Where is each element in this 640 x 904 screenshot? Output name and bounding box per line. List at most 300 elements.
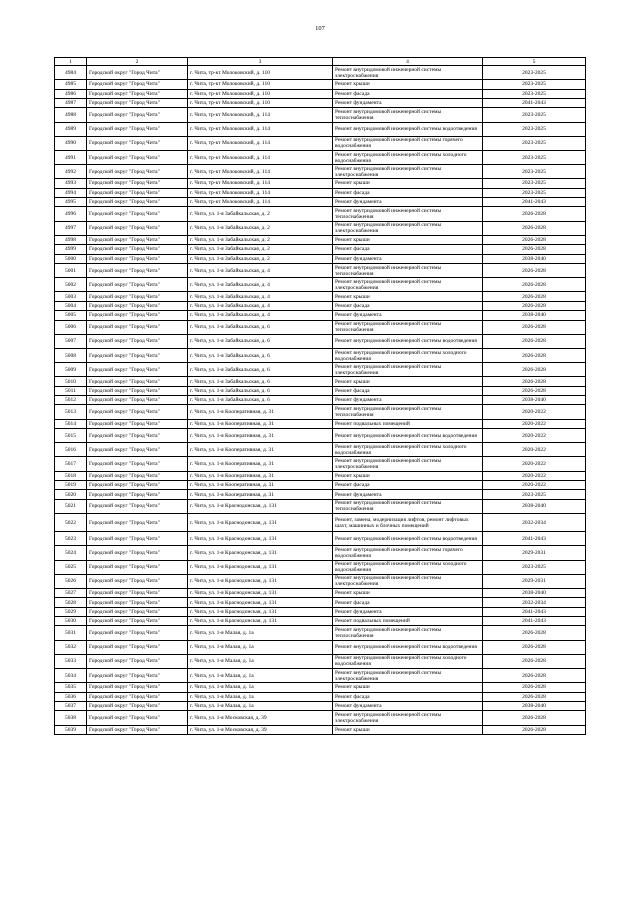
- period-cell: 2026-2028: [483, 377, 586, 386]
- work-type-cell: Ремонт фундамента: [333, 254, 483, 263]
- municipality-cell: Городской округ "Город Чита": [87, 377, 188, 386]
- address-cell: г. Чита, ул. 1-я Забайкальская, д. 4: [188, 278, 333, 292]
- period-cell: 2023-2025: [483, 165, 586, 179]
- municipality-cell: Городской округ "Город Чита": [87, 513, 188, 531]
- period-cell: 2029-2031: [483, 574, 586, 588]
- period-cell: 2026-2028: [483, 725, 586, 734]
- work-type-cell: Ремонт фасада: [333, 188, 483, 197]
- municipality-cell: Городской округ "Город Чита": [87, 711, 188, 725]
- municipality-cell: Городской округ "Город Чита": [87, 198, 188, 207]
- period-cell: 2041-2043: [483, 198, 586, 207]
- column-header-period: 5: [483, 58, 586, 66]
- municipality-cell: Городской округ "Город Чита": [87, 188, 188, 197]
- period-cell: 2032-2034: [483, 513, 586, 531]
- municipality-cell: Городской округ "Город Чита": [87, 429, 188, 443]
- row-number-cell: 5027: [55, 588, 87, 597]
- row-number-cell: 4993: [55, 179, 87, 188]
- row-number-cell: 5011: [55, 386, 87, 395]
- work-type-cell: Ремонт внутридомовой инженерной системы водоотведения: [333, 532, 483, 546]
- table-row: [55, 443, 586, 457]
- period-cell: 2026-2028: [483, 235, 586, 244]
- row-number-cell: 5009: [55, 363, 87, 377]
- municipality-cell: Городской округ "Город Чита": [87, 278, 188, 292]
- work-type-cell: Ремонт фасада: [333, 89, 483, 98]
- column-header-municipality: 2: [87, 58, 188, 66]
- row-number-cell: 5002: [55, 278, 87, 292]
- work-type-cell: Ремонт внутридомовой инженерной системы водоотведения: [333, 122, 483, 136]
- municipality-cell: Городской округ "Город Чита": [87, 574, 188, 588]
- municipality-cell: Городской округ "Город Чита": [87, 481, 188, 490]
- period-cell: 2023-2025: [483, 179, 586, 188]
- work-type-cell: Ремонт внутридомовой инженерной системы водоотведения: [333, 334, 483, 348]
- period-cell: 2026-2028: [483, 640, 586, 654]
- row-number-cell: 5029: [55, 607, 87, 616]
- work-type-cell: Ремонт внутридомовой инженерной системы водоотведения: [333, 429, 483, 443]
- municipality-cell: Городской округ "Город Чита": [87, 396, 188, 405]
- period-cell: 2026-2028: [483, 669, 586, 683]
- work-type-cell: Ремонт крыши: [333, 725, 483, 734]
- table-row: [55, 264, 586, 278]
- period-cell: 2023-2025: [483, 490, 586, 499]
- row-number-cell: 5032: [55, 640, 87, 654]
- period-cell: 2020-2022: [483, 405, 586, 419]
- work-type-cell: Ремонт крыши: [333, 377, 483, 386]
- address-cell: г. Чита, тр-кт Молоковский, д. 110: [188, 66, 333, 80]
- table-row: [55, 320, 586, 334]
- row-number-cell: 4989: [55, 122, 87, 136]
- period-cell: 2026-2028: [483, 711, 586, 725]
- municipality-cell: Городской округ "Город Чита": [87, 588, 188, 597]
- row-number-cell: 5028: [55, 598, 87, 607]
- row-number-cell: 5031: [55, 626, 87, 640]
- period-cell: 2026-2028: [483, 683, 586, 692]
- table-header-row: [55, 58, 586, 66]
- period-cell: 2023-2025: [483, 188, 586, 197]
- row-number-cell: 5022: [55, 513, 87, 531]
- municipality-cell: Городской округ "Город Чита": [87, 150, 188, 164]
- address-cell: г. Чита, тр-кт Молоковский, д. 114: [188, 165, 333, 179]
- address-cell: г. Чита, ул. 1-я Московская, д. 39: [188, 711, 333, 725]
- municipality-cell: Городской округ "Город Чита": [87, 254, 188, 263]
- address-cell: г. Чита, ул. 1-я Краснодонская, д. 131: [188, 617, 333, 626]
- row-number-cell: 4994: [55, 188, 87, 197]
- municipality-cell: Городской округ "Город Чита": [87, 405, 188, 419]
- municipality-cell: Городской округ "Город Чита": [87, 136, 188, 150]
- table-row: [55, 490, 586, 499]
- table-row: [55, 301, 586, 310]
- table-row: [55, 278, 586, 292]
- municipality-cell: Городской округ "Город Чита": [87, 499, 188, 513]
- address-cell: г. Чита, ул. 1-я Забайкальская, д. 2: [188, 221, 333, 235]
- row-number-cell: 5014: [55, 419, 87, 428]
- row-number-cell: 4996: [55, 207, 87, 221]
- municipality-cell: Городской округ "Город Чита": [87, 235, 188, 244]
- municipality-cell: Городской округ "Город Чита": [87, 617, 188, 626]
- address-cell: г. Чита, тр-кт Молоковский, д. 110: [188, 89, 333, 98]
- row-number-cell: 4999: [55, 245, 87, 254]
- period-cell: 2026-2028: [483, 692, 586, 701]
- municipality-cell: Городской округ "Город Чита": [87, 179, 188, 188]
- work-type-cell: Ремонт внутридомовой инженерной системы холодного водоснабжения: [333, 443, 483, 457]
- work-type-cell: Ремонт внутридомовой инженерной системы холодного водоснабжения: [333, 150, 483, 164]
- period-cell: 2023-2025: [483, 80, 586, 89]
- row-number-cell: 5019: [55, 481, 87, 490]
- work-type-cell: Ремонт крыши: [333, 292, 483, 301]
- municipality-cell: Городской округ "Город Чита": [87, 702, 188, 711]
- address-cell: г. Чита, ул. 1-я Забайкальская, д. 2: [188, 235, 333, 244]
- table-row: [55, 188, 586, 197]
- municipality-cell: Городской округ "Город Чита": [87, 334, 188, 348]
- row-number-cell: 5016: [55, 443, 87, 457]
- row-number-cell: 5023: [55, 532, 87, 546]
- address-cell: г. Чита, ул. 1-я Забайкальская, д. 6: [188, 386, 333, 395]
- row-number-cell: 5033: [55, 654, 87, 668]
- row-number-cell: 5007: [55, 334, 87, 348]
- address-cell: г. Чита, ул. 1-я Краснодонская, д. 131: [188, 574, 333, 588]
- municipality-cell: Городской округ "Город Чита": [87, 692, 188, 701]
- address-cell: г. Чита, тр-кт Молоковский, д. 114: [188, 136, 333, 150]
- municipality-cell: Городской округ "Город Чита": [87, 301, 188, 310]
- table-row: [55, 607, 586, 616]
- row-number-cell: 4998: [55, 235, 87, 244]
- work-type-cell: Ремонт крыши: [333, 588, 483, 597]
- work-type-cell: Ремонт внутридомовой инженерной системы холодного водоснабжения: [333, 348, 483, 362]
- row-number-cell: 5035: [55, 683, 87, 692]
- address-cell: г. Чита, ул. 1-я Малая, д. 1а: [188, 669, 333, 683]
- address-cell: г. Чита, ул. 1-я Краснодонская, д. 131: [188, 513, 333, 531]
- municipality-cell: Городской округ "Город Чита": [87, 490, 188, 499]
- row-number-cell: 5036: [55, 692, 87, 701]
- row-number-cell: 4985: [55, 80, 87, 89]
- table-row: [55, 198, 586, 207]
- address-cell: г. Чита, ул. 1-я Забайкальская, д. 4: [188, 311, 333, 320]
- period-cell: 2026-2028: [483, 245, 586, 254]
- table-row: [55, 683, 586, 692]
- period-cell: 2020-2022: [483, 457, 586, 471]
- address-cell: г. Чита, ул. 1-я Малая, д. 1а: [188, 692, 333, 701]
- table-row: [55, 405, 586, 419]
- period-cell: 2032-2034: [483, 598, 586, 607]
- municipality-cell: Городской округ "Город Чита": [87, 320, 188, 334]
- period-cell: 2023-2025: [483, 89, 586, 98]
- table-row: [55, 457, 586, 471]
- work-type-cell: Ремонт внутридомовой инженерной системы электроснабжения: [333, 669, 483, 683]
- address-cell: г. Чита, ул. 1-я Краснодонская, д. 131: [188, 607, 333, 616]
- table-row: [55, 654, 586, 668]
- table-row: [55, 89, 586, 98]
- page-number: 107: [315, 25, 325, 32]
- address-cell: г. Чита, тр-кт Молоковский, д. 114: [188, 188, 333, 197]
- work-type-cell: Ремонт внутридомовой инженерной системы электроснабжения: [333, 165, 483, 179]
- municipality-cell: Городской округ "Город Чита": [87, 546, 188, 560]
- work-type-cell: Ремонт подвальных помещений: [333, 617, 483, 626]
- address-cell: г. Чита, ул. 1-я Забайкальская, д. 6: [188, 334, 333, 348]
- work-type-cell: Ремонт фундамента: [333, 396, 483, 405]
- table-row: [55, 311, 586, 320]
- work-type-cell: Ремонт фундамента: [333, 607, 483, 616]
- municipality-cell: Городской округ "Город Чита": [87, 363, 188, 377]
- address-cell: г. Чита, ул. 1-я Малая, д. 1а: [188, 640, 333, 654]
- table-row: [55, 221, 586, 235]
- address-cell: г. Чита, ул. 1-я Кооперативная, д. 31: [188, 481, 333, 490]
- address-cell: г. Чита, ул. 1-я Забайкальская, д. 6: [188, 396, 333, 405]
- period-cell: 2026-2028: [483, 221, 586, 235]
- period-cell: 2023-2025: [483, 150, 586, 164]
- table-row: [55, 598, 586, 607]
- address-cell: г. Чита, ул. 1-я Забайкальская, д. 4: [188, 292, 333, 301]
- work-type-cell: Ремонт фундамента: [333, 198, 483, 207]
- address-cell: г. Чита, ул. 1-я Краснодонская, д. 131: [188, 560, 333, 574]
- work-type-cell: Ремонт внутридомовой инженерной системы водоотведения: [333, 640, 483, 654]
- row-number-cell: 5012: [55, 396, 87, 405]
- municipality-cell: Городской округ "Город Чита": [87, 292, 188, 301]
- municipality-cell: Городской округ "Город Чита": [87, 207, 188, 221]
- table-row: [55, 692, 586, 701]
- period-cell: 2023-2025: [483, 66, 586, 80]
- period-cell: 2026-2028: [483, 386, 586, 395]
- address-cell: г. Чита, тр-кт Молоковский, д. 114: [188, 179, 333, 188]
- municipality-cell: Городской округ "Город Чита": [87, 419, 188, 428]
- row-number-cell: 4986: [55, 89, 87, 98]
- work-type-cell: Ремонт внутридомовой инженерной системы электроснабжения: [333, 574, 483, 588]
- municipality-cell: Городской округ "Город Чита": [87, 598, 188, 607]
- row-number-cell: 5015: [55, 429, 87, 443]
- period-cell: 2038-2040: [483, 499, 586, 513]
- table-row: [55, 574, 586, 588]
- table-row: [55, 711, 586, 725]
- address-cell: г. Чита, ул. 1-я Краснодонская, д. 131: [188, 499, 333, 513]
- row-number-cell: 5030: [55, 617, 87, 626]
- row-number-cell: 5005: [55, 311, 87, 320]
- address-cell: г. Чита, ул. 1-я Забайкальская, д. 6: [188, 363, 333, 377]
- period-cell: 2038-2040: [483, 311, 586, 320]
- row-number-cell: 4984: [55, 66, 87, 80]
- row-number-cell: 5006: [55, 320, 87, 334]
- table-row: [55, 669, 586, 683]
- address-cell: г. Чита, ул. 1-я Забайкальская, д. 4: [188, 264, 333, 278]
- work-type-cell: Ремонт внутридомовой инженерной системы теплоснабжения: [333, 108, 483, 122]
- period-cell: 2041-2043: [483, 617, 586, 626]
- period-cell: 2020-2022: [483, 481, 586, 490]
- address-cell: г. Чита, ул. 1-я Краснодонская, д. 131: [188, 546, 333, 560]
- municipality-cell: Городской округ "Город Чита": [87, 108, 188, 122]
- row-number-cell: 5013: [55, 405, 87, 419]
- period-cell: 2026-2028: [483, 654, 586, 668]
- row-number-cell: 5004: [55, 301, 87, 310]
- row-number-cell: 4987: [55, 98, 87, 107]
- table-row: [55, 429, 586, 443]
- address-cell: г. Чита, тр-кт Молоковский, д. 110: [188, 98, 333, 107]
- row-number-cell: 5003: [55, 292, 87, 301]
- table-row: [55, 626, 586, 640]
- address-cell: г. Чита, тр-кт Молоковский, д. 114: [188, 198, 333, 207]
- row-number-cell: 5038: [55, 711, 87, 725]
- table-row: [55, 179, 586, 188]
- table-row: [55, 702, 586, 711]
- period-cell: 2041-2043: [483, 532, 586, 546]
- municipality-cell: Городской округ "Город Чита": [87, 245, 188, 254]
- municipality-cell: Городской округ "Город Чита": [87, 98, 188, 107]
- row-number-cell: 4988: [55, 108, 87, 122]
- municipality-cell: Городской округ "Город Чита": [87, 626, 188, 640]
- row-number-cell: 5020: [55, 490, 87, 499]
- row-number-cell: 4997: [55, 221, 87, 235]
- work-type-cell: Ремонт внутридомовой инженерной системы теплоснабжения: [333, 264, 483, 278]
- column-header-number: 1: [55, 58, 87, 66]
- table-row: [55, 122, 586, 136]
- row-number-cell: 5024: [55, 546, 87, 560]
- municipality-cell: Городской округ "Город Чита": [87, 654, 188, 668]
- period-cell: 2020-2022: [483, 443, 586, 457]
- period-cell: 2026-2028: [483, 264, 586, 278]
- work-type-cell: Ремонт фундамента: [333, 98, 483, 107]
- table-row: [55, 207, 586, 221]
- work-type-cell: Ремонт фундамента: [333, 702, 483, 711]
- address-cell: г. Чита, ул. 1-я Забайкальская, д. 6: [188, 348, 333, 362]
- work-type-cell: Ремонт фасада: [333, 481, 483, 490]
- address-cell: г. Чита, ул. 1-я Краснодонская, д. 131: [188, 588, 333, 597]
- municipality-cell: Городской округ "Город Чита": [87, 89, 188, 98]
- row-number-cell: 5021: [55, 499, 87, 513]
- address-cell: г. Чита, ул. 1-я Кооперативная, д. 31: [188, 443, 333, 457]
- table-row: [55, 108, 586, 122]
- row-number-cell: 4990: [55, 136, 87, 150]
- address-cell: г. Чита, ул. 1-я Краснодонская, д. 131: [188, 532, 333, 546]
- address-cell: г. Чита, тр-кт Молоковский, д. 114: [188, 108, 333, 122]
- work-type-cell: Ремонт внутридомовой инженерной системы теплоснабжения: [333, 626, 483, 640]
- work-type-cell: Ремонт крыши: [333, 235, 483, 244]
- work-type-cell: Ремонт крыши: [333, 179, 483, 188]
- row-number-cell: 5010: [55, 377, 87, 386]
- address-cell: г. Чита, ул. 1-я Кооперативная, д. 31: [188, 429, 333, 443]
- column-header-work-type: 4: [333, 58, 483, 66]
- table-row: [55, 588, 586, 597]
- address-cell: г. Чита, ул. 1-я Забайкальская, д. 2: [188, 207, 333, 221]
- municipality-cell: Городской округ "Город Чита": [87, 221, 188, 235]
- address-cell: г. Чита, ул. 1-я Кооперативная, д. 31: [188, 405, 333, 419]
- municipality-cell: Городской округ "Город Чита": [87, 669, 188, 683]
- address-cell: г. Чита, ул. 1-я Малая, д. 1а: [188, 654, 333, 668]
- work-type-cell: Ремонт внутридомовой инженерной системы электроснабжения: [333, 66, 483, 80]
- work-type-cell: Ремонт, замена, модернизация лифтов, ремонт лифтовых шахт, машинных и блочных помещений: [333, 513, 483, 531]
- period-cell: 2026-2028: [483, 207, 586, 221]
- table-row: [55, 471, 586, 480]
- address-cell: г. Чита, ул. 1-я Малая, д. 1а: [188, 683, 333, 692]
- work-type-cell: Ремонт фундамента: [333, 311, 483, 320]
- table-row: [55, 419, 586, 428]
- address-cell: г. Чита, ул. 1-я Забайкальская, д. 2: [188, 245, 333, 254]
- municipality-cell: Городской округ "Город Чита": [87, 311, 188, 320]
- row-number-cell: 5025: [55, 560, 87, 574]
- municipality-cell: Городской округ "Город Чита": [87, 683, 188, 692]
- address-cell: г. Чита, ул. 1-я Московская, д. 39: [188, 725, 333, 734]
- row-number-cell: 4992: [55, 165, 87, 179]
- work-type-cell: Ремонт внутридомовой инженерной системы горячего водоснабжения: [333, 136, 483, 150]
- table-row: [55, 725, 586, 734]
- row-number-cell: 5037: [55, 702, 87, 711]
- municipality-cell: Городской округ "Город Чита": [87, 122, 188, 136]
- row-number-cell: 5001: [55, 264, 87, 278]
- repair-schedule-table: [54, 57, 586, 735]
- address-cell: г. Чита, тр-кт Молоковский, д. 114: [188, 122, 333, 136]
- table-row: [55, 386, 586, 395]
- address-cell: г. Чита, ул. 1-я Забайкальская, д. 4: [188, 301, 333, 310]
- row-number-cell: 5039: [55, 725, 87, 734]
- period-cell: 2041-2043: [483, 98, 586, 107]
- municipality-cell: Городской округ "Город Чита": [87, 640, 188, 654]
- table-row: [55, 150, 586, 164]
- work-type-cell: Ремонт внутридомовой инженерной системы электроснабжения: [333, 711, 483, 725]
- period-cell: 2038-2040: [483, 396, 586, 405]
- address-cell: г. Чита, ул. 1-я Кооперативная, д. 31: [188, 419, 333, 428]
- municipality-cell: Городской округ "Город Чита": [87, 607, 188, 616]
- work-type-cell: Ремонт фундамента: [333, 490, 483, 499]
- period-cell: 2023-2025: [483, 108, 586, 122]
- work-type-cell: Ремонт внутридомовой инженерной системы холодного водоснабжения: [333, 560, 483, 574]
- work-type-cell: Ремонт внутридомовой инженерной системы теплоснабжения: [333, 499, 483, 513]
- table-row: [55, 481, 586, 490]
- address-cell: г. Чита, ул. 1-я Малая, д. 1а: [188, 702, 333, 711]
- period-cell: 2038-2040: [483, 588, 586, 597]
- municipality-cell: Городской округ "Город Чита": [87, 66, 188, 80]
- work-type-cell: Ремонт фасада: [333, 245, 483, 254]
- address-cell: г. Чита, ул. 1-я Забайкальская, д. 6: [188, 320, 333, 334]
- table-row: [55, 292, 586, 301]
- address-cell: г. Чита, ул. 1-я Малая, д. 1а: [188, 626, 333, 640]
- row-number-cell: 5034: [55, 669, 87, 683]
- municipality-cell: Городской округ "Город Чита": [87, 471, 188, 480]
- table-row: [55, 396, 586, 405]
- work-type-cell: Ремонт фасада: [333, 301, 483, 310]
- period-cell: 2020-2022: [483, 419, 586, 428]
- table-row: [55, 363, 586, 377]
- table-row: [55, 245, 586, 254]
- row-number-cell: 5008: [55, 348, 87, 362]
- row-number-cell: 5026: [55, 574, 87, 588]
- table-row: [55, 235, 586, 244]
- period-cell: 2026-2028: [483, 348, 586, 362]
- municipality-cell: Городской округ "Город Чита": [87, 264, 188, 278]
- address-cell: г. Чита, ул. 1-я Забайкальская, д. 2: [188, 254, 333, 263]
- municipality-cell: Городской округ "Город Чита": [87, 725, 188, 734]
- table-row: [55, 80, 586, 89]
- work-type-cell: Ремонт фасада: [333, 386, 483, 395]
- work-type-cell: Ремонт внутридомовой инженерной системы электроснабжения: [333, 221, 483, 235]
- period-cell: 2041-2043: [483, 607, 586, 616]
- work-type-cell: Ремонт фасада: [333, 598, 483, 607]
- row-number-cell: 5017: [55, 457, 87, 471]
- table-row: [55, 617, 586, 626]
- work-type-cell: Ремонт внутридомовой инженерной системы электроснабжения: [333, 278, 483, 292]
- municipality-cell: Городской округ "Город Чита": [87, 560, 188, 574]
- row-number-cell: 4995: [55, 198, 87, 207]
- period-cell: 2026-2028: [483, 292, 586, 301]
- municipality-cell: Городской округ "Город Чита": [87, 80, 188, 89]
- table-row: [55, 165, 586, 179]
- address-cell: г. Чита, тр-кт Молоковский, д. 110: [188, 80, 333, 89]
- period-cell: 2038-2040: [483, 702, 586, 711]
- table-row: [55, 254, 586, 263]
- work-type-cell: Ремонт внутридомовой инженерной системы теплоснабжения: [333, 320, 483, 334]
- row-number-cell: 5000: [55, 254, 87, 263]
- table-row: [55, 348, 586, 362]
- table-row: [55, 98, 586, 107]
- column-header-address: 3: [188, 58, 333, 66]
- municipality-cell: Городской округ "Город Чита": [87, 532, 188, 546]
- work-type-cell: Ремонт внутридомовой инженерной системы теплоснабжения: [333, 207, 483, 221]
- address-cell: г. Чита, ул. 1-я Кооперативная, д. 31: [188, 490, 333, 499]
- period-cell: 2023-2025: [483, 122, 586, 136]
